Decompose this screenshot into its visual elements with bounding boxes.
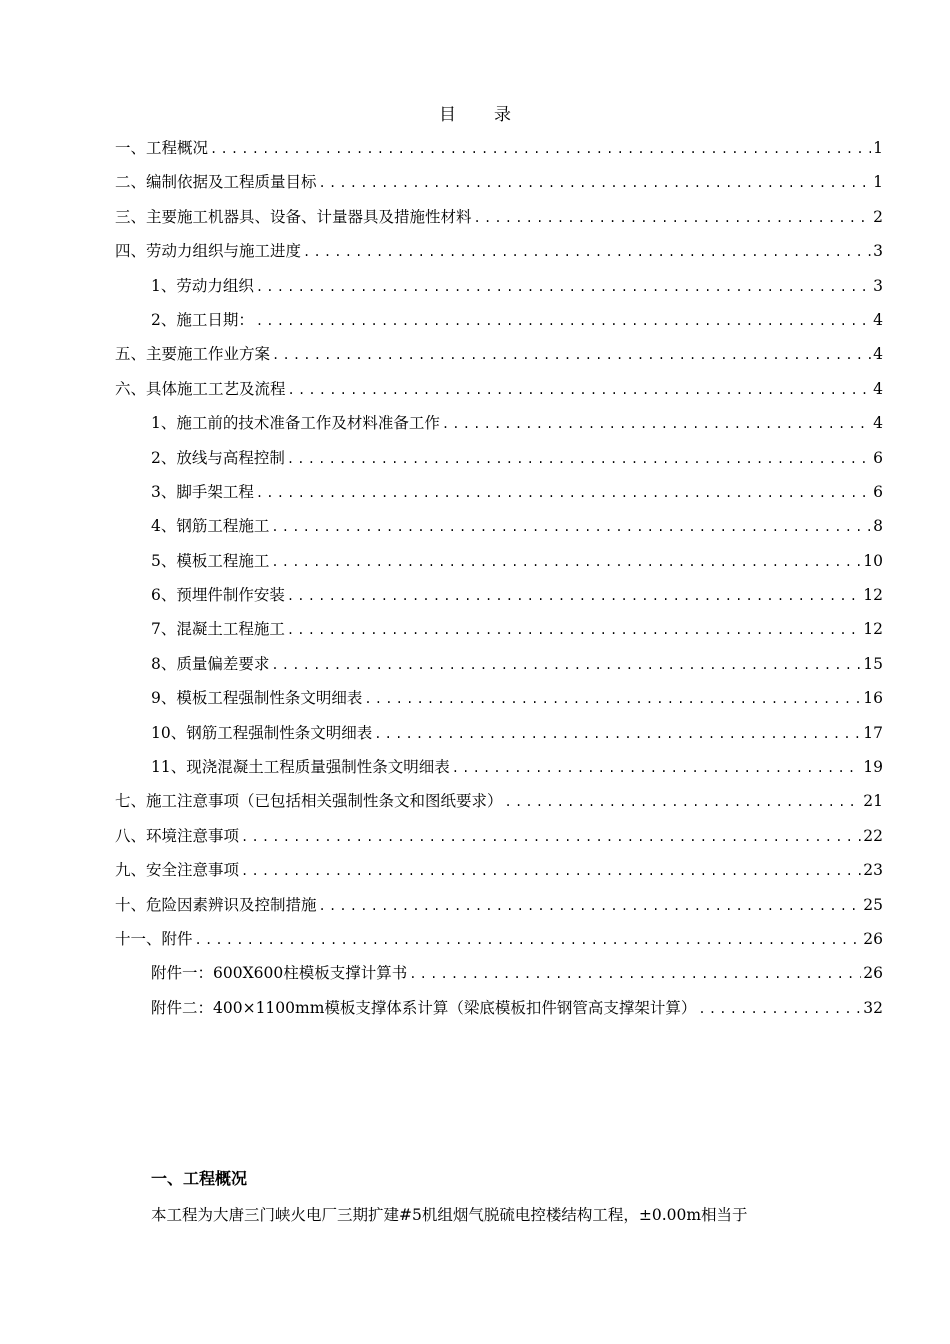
toc-entry[interactable] [115, 991, 883, 1025]
toc-page-number: 4 [873, 345, 883, 364]
toc-entry-text: 1、施工前的技术准备工作及材料准备工作 [151, 414, 440, 433]
toc-dot-leader [474, 201, 872, 234]
toc-entry[interactable] [115, 853, 883, 887]
toc-entry[interactable] [115, 578, 883, 612]
toc-entry[interactable] [115, 475, 883, 509]
toc-dot-leader [272, 338, 871, 371]
toc-page-number: 4 [873, 310, 883, 329]
toc-entry[interactable] [115, 509, 883, 543]
toc-page-number: 3 [873, 242, 883, 261]
toc-dot-leader [271, 648, 861, 681]
toc-page-number: 4 [873, 379, 883, 398]
toc-page-number: 10 [863, 551, 883, 570]
toc-dot-leader [195, 923, 862, 956]
toc-page-number: 1 [873, 173, 883, 192]
toc-entry[interactable] [115, 234, 883, 268]
toc-page-number: 1 [873, 139, 883, 157]
toc-entry-text: 6、预埋件制作安装 [151, 586, 285, 605]
toc-page-number: 2 [873, 207, 883, 226]
toc-entry[interactable] [115, 441, 883, 475]
toc-page-number: 26 [863, 964, 883, 983]
toc-entry-text: 附件一：600X600柱模板支撑计算书 [151, 964, 408, 983]
toc-dot-leader [303, 235, 871, 268]
toc-dot-leader [256, 304, 871, 337]
toc-entry-text: 8、质量偏差要求 [151, 654, 270, 673]
toc-entry-text: 八、环境注意事项 [115, 826, 240, 845]
toc-entry-text: 一、工程概况 [115, 139, 209, 157]
toc-entry[interactable] [115, 681, 883, 715]
table-of-contents [115, 131, 883, 1025]
toc-dot-leader [287, 579, 861, 612]
toc-entry-text: 十、危险因素辨识及控制措施 [115, 895, 317, 914]
toc-entry[interactable] [115, 131, 883, 165]
toc-dot-leader [364, 682, 861, 715]
toc-dot-leader [271, 510, 871, 543]
toc-dot-leader [241, 820, 861, 853]
toc-entry-text: 四、劳动力组织与施工进度 [115, 242, 302, 261]
toc-entry[interactable] [115, 612, 883, 646]
toc-entry[interactable] [115, 372, 883, 406]
toc-title: 目录 [439, 105, 549, 125]
toc-page-number: 21 [863, 792, 883, 811]
toc-dot-leader [698, 992, 861, 1025]
toc-entry-text: 3、脚手架工程 [151, 482, 254, 501]
toc-dot-leader [288, 373, 872, 406]
toc-page-number: 26 [863, 929, 883, 948]
toc-page-number: 3 [873, 276, 883, 295]
toc-dot-leader [287, 613, 861, 646]
toc-entry-text: 1、劳动力组织 [151, 276, 254, 295]
toc-entry-text: 5、模板工程施工 [151, 551, 270, 570]
toc-entry-text: 10、钢筋工程强制性条文明细表 [151, 723, 373, 742]
toc-dot-leader [241, 854, 861, 887]
toc-dot-leader [256, 270, 871, 303]
toc-page-number: 8 [873, 517, 883, 536]
toc-entry[interactable] [115, 200, 883, 234]
toc-entry[interactable] [115, 165, 883, 199]
toc-entry[interactable] [115, 647, 883, 681]
toc-page-number: 4 [873, 414, 883, 433]
toc-entry-text: 附件二：400×1100mm模板支撑体系计算（梁底模板扣件钢管高支撑架计算） [151, 998, 697, 1017]
toc-entry[interactable] [115, 922, 883, 956]
toc-dot-leader [319, 889, 862, 922]
toc-entry[interactable] [115, 269, 883, 303]
toc-entry[interactable] [115, 784, 883, 818]
toc-entry-text: 五、主要施工作业方案 [115, 345, 271, 364]
toc-entry[interactable] [115, 406, 883, 440]
toc-page-number: 12 [863, 620, 883, 639]
toc-entry-text: 二、编制依据及工程质量目标 [115, 173, 317, 192]
toc-page-number: 32 [863, 998, 883, 1017]
toc-page-number: 17 [863, 723, 883, 742]
toc-entry-text: 九、安全注意事项 [115, 861, 240, 880]
toc-dot-leader [452, 751, 862, 784]
toc-entry[interactable] [115, 337, 883, 371]
toc-entry[interactable] [115, 819, 883, 853]
toc-entry[interactable] [115, 956, 883, 990]
toc-dot-leader [271, 545, 861, 578]
body-paragraph: 本工程为大唐三门峡火电厂三期扩建#5机组烟气脱硫电控楼结构工程，±0.00m相当于 [151, 1206, 748, 1224]
toc-dot-leader [505, 785, 862, 818]
toc-entry-text: 七、施工注意事项（已包括相关强制性条文和图纸要求） [115, 792, 503, 811]
toc-entry-text: 2、施工日期： [151, 310, 254, 329]
toc-entry[interactable] [115, 716, 883, 750]
toc-entry[interactable] [115, 888, 883, 922]
toc-entry-text: 2、放线与高程控制 [151, 448, 285, 467]
toc-dot-leader [319, 166, 872, 199]
toc-page-number: 23 [863, 861, 883, 880]
toc-entry-text: 7、混凝土工程施工 [151, 620, 285, 639]
toc-entry[interactable] [115, 303, 883, 337]
toc-entry-text: 11、现浇混凝土工程质量强制性条文明细表 [151, 758, 450, 777]
toc-page-number: 16 [863, 689, 883, 708]
toc-page-number: 12 [863, 586, 883, 605]
toc-dot-leader [256, 476, 871, 509]
toc-page-number: 22 [863, 826, 883, 845]
toc-dot-leader [210, 132, 871, 165]
toc-entry-text: 4、钢筋工程施工 [151, 517, 270, 536]
toc-page-number: 6 [873, 482, 883, 501]
toc-entry[interactable] [115, 750, 883, 784]
toc-page-number: 15 [863, 654, 883, 673]
toc-entry-text: 十一、附件 [115, 929, 193, 948]
toc-dot-leader [287, 442, 871, 475]
toc-dot-leader [442, 407, 871, 440]
toc-entry[interactable] [115, 544, 883, 578]
toc-entry-text: 三、主要施工机器具、设备、计量器具及措施性材料 [115, 207, 472, 226]
toc-entry-text: 9、模板工程强制性条文明细表 [151, 689, 363, 708]
toc-page-number: 6 [873, 448, 883, 467]
toc-page-number: 25 [863, 895, 883, 914]
toc-dot-leader [409, 957, 861, 990]
toc-entry-text: 六、具体施工工艺及流程 [115, 379, 286, 398]
toc-dot-leader [374, 717, 861, 750]
section-heading: 一、工程概况 [151, 1169, 248, 1188]
toc-page-number: 19 [863, 758, 883, 777]
